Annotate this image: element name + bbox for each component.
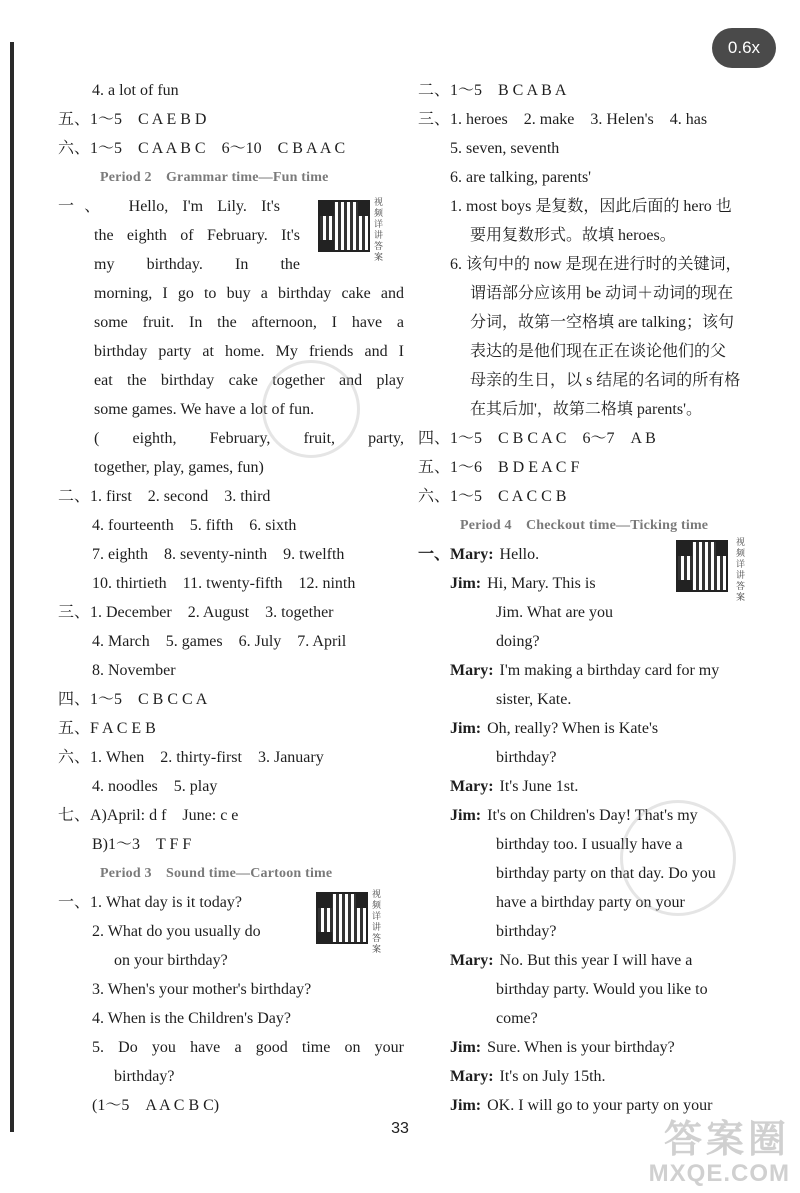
explanation-line: 在其后加'，故第二格填 parents'。 [470,401,702,418]
answer-line: 4. a lot of fun [92,82,179,99]
answer-line: 4. March 5. games 6. July 7. April [92,633,347,650]
page-number: 33 [391,1120,409,1137]
dialogue-text: birthday too. I usually have a [496,836,683,853]
speaker-name: Jim: [450,1039,482,1056]
answer-line: 五、F A C E B [58,720,156,737]
section-heading-period-3: Period 3 Sound time—Cartoon time [100,866,333,881]
dialogue-line [418,772,763,801]
answer-line: 三、1. heroes 2. make 3. Helen's 4. has [418,111,708,128]
dialogue-text: come? [496,1010,538,1027]
playback-speed-badge[interactable]: 0.6x [712,28,776,68]
faded-stamp [262,360,360,458]
passage-line: the eighth of February. It's [94,227,300,244]
dialogue-text: It's on Children's Day! That's my [487,807,698,824]
dialogue-text: I'm making a birthday card for my [499,662,720,679]
speaker-name: 一、Mary: [418,546,494,563]
dialogue-line [418,917,763,946]
passage-line: morning, I go to buy a birthday cake and [94,285,404,302]
answer-line: 二、1～5 B C A B A [418,82,567,99]
speaker-name: Jim: [450,807,482,824]
explanation-line: 谓语部分应该用 be 动词＋动词的现在 [470,285,734,302]
dialogue-text: sister, Kate. [496,691,572,708]
dialogue-text: OK. I will go to your party on your [487,1097,713,1114]
section-heading-period-2: Period 2 Grammar time—Fun time [100,170,329,185]
answer-line: on your birthday? [114,952,228,969]
dialogue-line [418,1062,763,1091]
qr-code-icon[interactable] [316,892,368,944]
answer-line: 六、1～5 C A A B C 6～10 C B A A C [58,140,346,157]
answer-line: 七、A)April: d f June: c e [58,807,239,824]
dialogue-line [418,743,763,772]
question-block [58,888,404,1120]
passage-line: some fruit. In the afternoon, I have a [94,314,404,331]
qr-label: 视频详讲答案 [736,538,746,603]
speaker-name: Jim: [450,1097,482,1114]
answer-line: (1～5 A A C B C) [92,1097,220,1114]
answer-line: 三、1. December 2. August 3. together [58,604,334,621]
answer-line: 4. fourteenth 5. fifth 6. sixth [92,517,297,534]
dialogue-text: doing? [496,633,540,650]
explanation-line: 母亲的生日，以 s 结尾的名词的所有格 [470,372,741,389]
answer-line: 5. seven, seventh [450,140,560,157]
qr-code-icon[interactable] [318,200,370,252]
speaker-name: Mary: [450,1068,494,1085]
dialogue-line [418,1004,763,1033]
site-watermark [649,1119,790,1187]
dialogue-text: No. But this year I will have a [499,952,693,969]
speaker-name: Mary: [450,778,494,795]
passage-line: my birthday. In the [94,256,300,273]
dialogue-line [418,714,763,743]
dialogue-text: birthday? [496,749,557,766]
dialogue-text: birthday? [496,923,557,940]
answer-line: 4. noodles 5. play [92,778,218,795]
answer-line: 二、1. first 2. second 3. third [58,488,271,505]
answer-line: 五、1～6 B D E A C F [418,459,580,476]
passage-line: 一、 Hello, I'm Lily. It's [58,198,280,215]
right-column [418,76,763,1120]
dialogue-line [418,627,746,656]
answer-line: 5. Do you have a good time on your [92,1039,404,1056]
section-heading-period-4: Period 4 Checkout time—Ticking time [460,518,709,533]
dialogue-line [418,1033,763,1062]
answer-line: 4. When is the Children's Day? [92,1010,291,1027]
left-column [58,76,404,1120]
qr-label: 视频详讲答案 [372,890,382,955]
passage-line: ( eighth, February, fruit, party, [94,430,404,447]
dialogue-text: have a birthday party on your [496,894,685,911]
speaker-name: Mary: [450,952,494,969]
speaker-name: Jim: [450,720,482,737]
watermark-url: MXQE.COM [648,1160,790,1187]
answer-line: birthday? [114,1068,175,1085]
answer-line: B)1～3 T F F [92,836,192,853]
passage-block [58,192,404,482]
dialogue-line [418,598,746,627]
answer-line: 四、1～5 C B C A C 6～7 A B [418,430,656,447]
explanation-line: 分词，故第一空格填 are talking；该句 [470,314,734,331]
dialogue-line [418,975,763,1004]
answer-line: 四、1～5 C B C C A [58,691,208,708]
qr-label: 视频详讲答案 [374,198,384,263]
explanation-line: 要用复数形式。故填 heroes。 [470,227,676,244]
explanation-line: 6. 该句中的 now 是现在进行时的关键词， [450,256,742,273]
answer-line: 7. eighth 8. seventy-ninth 9. twelfth [92,546,345,563]
dialogue-text: Hello. [499,546,540,563]
dialogue-text: It's on July 15th. [499,1068,606,1085]
answer-line: 2. What do you usually do [92,923,261,940]
answer-line: 10. thirtieth 11. twenty-fifth 12. ninth [92,575,356,592]
answer-line: 8. November [92,662,176,679]
dialogue-text: birthday party. Would you like to [496,981,708,998]
dialogue-text: Sure. When is your birthday? [487,1039,675,1056]
answer-line: 6. are talking, parents' [450,169,592,186]
dialogue-text: Oh, really? When is Kate's [487,720,659,737]
explanation-line: 表达的是他们现在正在谈论他们的父 [470,343,727,360]
dialogue-line [418,569,700,598]
dialogue-line [418,656,763,685]
dialogue-line [418,1091,763,1120]
dialogue-line [418,685,763,714]
dialogue-text: It's June 1st. [499,778,579,795]
binding-edge [10,42,14,1132]
answer-line: 3. When's your mother's birthday? [92,981,312,998]
answer-line: 六、1～5 C A C C B [418,488,567,505]
answer-line: 一、1. What day is it today? [58,894,242,911]
dialogue-line [418,946,763,975]
faded-stamp [620,800,736,916]
speaker-name: Jim: [450,575,482,592]
speaker-name: Mary: [450,662,494,679]
passage-line: birthday party at home. My friends and I [94,343,404,360]
answer-line: 六、1. When 2. thirty-first 3. January [58,749,324,766]
dialogue-text: birthday party on that day. Do you [496,865,716,882]
dialogue-text: Jim. What are you [496,604,614,621]
passage-line: eat the birthday cake together and play [94,372,404,389]
passage-line: some games. We have a lot of fun. [94,401,315,418]
answer-line: 五、1～5 C A E B D [58,111,207,128]
dialogue-text: Hi, Mary. This is [487,575,596,592]
dialogue-line [418,540,668,569]
passage-line: together, play, games, fun) [94,459,264,476]
watermark-title: 答案圈 [663,1119,790,1161]
explanation-line: 1. most boys 是复数，因此后面的 hero 也 [450,198,732,215]
